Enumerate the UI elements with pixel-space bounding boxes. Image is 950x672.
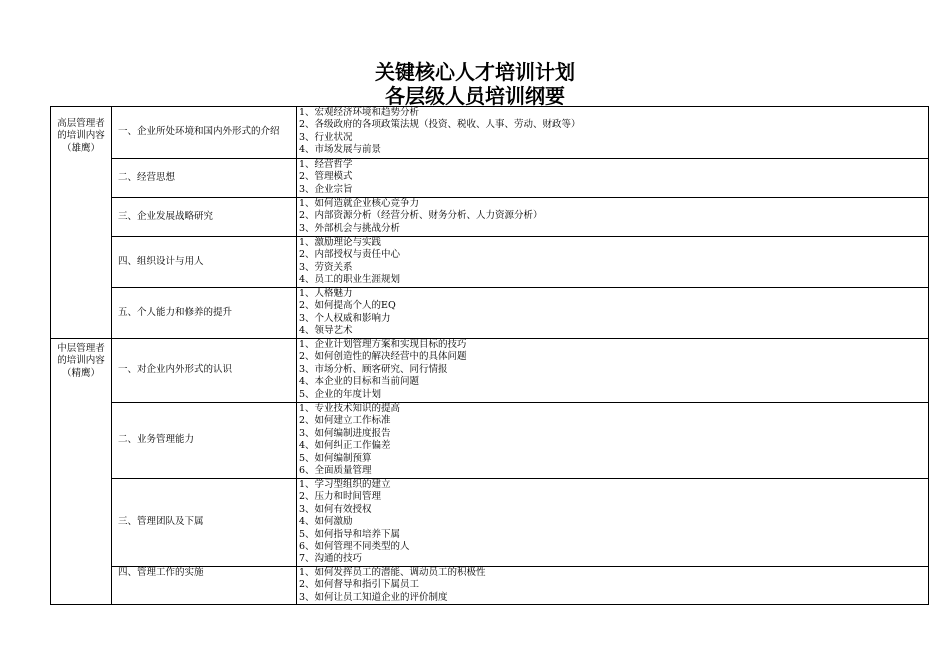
list-item: 1、学习型组织的建立 <box>299 479 391 490</box>
list-item: 1、宏观经济环境和趋势分析 <box>299 107 420 118</box>
list-item: 2、内部资源分析（经营分析、财务分析、人力资源分析） <box>299 210 543 222</box>
table-row <box>51 107 929 159</box>
list-item: 4、员工的职业生涯规划 <box>299 274 401 286</box>
page-title: 关键核心人才培训计划 <box>375 60 575 84</box>
table-row <box>51 567 929 605</box>
list-item: 6、如何管理不同类型的人 <box>299 541 410 553</box>
topic-cell: 三、管理团队及下属 <box>112 479 297 567</box>
list-item: 2、如何创造性的解决经营中的具体问题 <box>299 351 467 363</box>
items-cell <box>297 479 929 567</box>
table-row <box>51 288 929 339</box>
page-subtitle: 各层级人员培训纲要 <box>385 84 565 108</box>
items-cell <box>297 288 929 339</box>
items-cell <box>297 159 929 198</box>
topic-cell: 二、业务管理能力 <box>112 403 297 479</box>
list-item: 1、激励理论与实践 <box>299 237 382 248</box>
list-item: 2、如何督导和指引下属员工 <box>299 579 420 591</box>
topic-cell: 五、个人能力和修养的提升 <box>112 288 297 339</box>
topic-cell: 一、对企业内外形式的认识 <box>112 339 297 403</box>
list-item: 3、市场分析、顾客研究、同行情报 <box>299 363 448 375</box>
items-cell <box>297 567 929 605</box>
list-item: 1、经营哲学 <box>299 159 353 170</box>
topic-cell: 一、企业所处环境和国内外形式的介绍 <box>112 107 297 159</box>
list-item: 5、如何编制预算 <box>299 452 372 464</box>
list-item: 3、如何编制进度报告 <box>299 427 391 439</box>
training-outline-table <box>50 106 929 605</box>
list-item: 1、专业技术知识的提高 <box>299 403 401 414</box>
topic-cell: 二、经营思想 <box>112 159 297 198</box>
list-item: 1、如何造就企业核心竞争力 <box>299 198 420 209</box>
list-item: 2、如何建立工作标准 <box>299 415 391 427</box>
list-item: 3、行业状况 <box>299 131 353 143</box>
list-item: 4、如何激励 <box>299 516 353 528</box>
list-item: 5、企业的年度计划 <box>299 388 382 400</box>
list-item: 2、管理模式 <box>299 171 353 183</box>
items-cell <box>297 198 929 237</box>
list-item: 4、市场发展与前景 <box>299 144 382 156</box>
list-item: 1、如何发挥员工的潜能、调动员工的积极性 <box>299 567 486 578</box>
table-row <box>51 198 929 237</box>
list-item: 3、个人权威和影响力 <box>299 312 391 324</box>
items-cell <box>297 237 929 288</box>
list-item: 3、外部机会与挑战分析 <box>299 222 401 234</box>
table-row <box>51 479 929 567</box>
list-item: 3、如何让员工知道企业的评价制度 <box>299 591 448 603</box>
table-row <box>51 339 929 403</box>
list-item: 5、如何指导和培养下属 <box>299 528 401 540</box>
list-item: 2、如何提高个人的EQ <box>299 300 396 312</box>
table-row <box>51 159 929 198</box>
list-item: 7、沟通的技巧 <box>299 553 363 565</box>
items-cell <box>297 107 929 159</box>
level-cell-senior: 高层管理者的培训内容（雄鹰） <box>51 107 112 339</box>
topic-cell: 四、管理工作的实施 <box>112 567 297 605</box>
list-item: 6、全面质量管理 <box>299 465 372 477</box>
table-row <box>51 237 929 288</box>
list-item: 2、压力和时间管理 <box>299 491 382 503</box>
table-row <box>51 403 929 479</box>
list-item: 2、各级政府的各项政策法规（投资、税收、人事、劳动、财政等） <box>299 119 581 131</box>
list-item: 4、本企业的目标和当前问题 <box>299 376 420 388</box>
list-item: 2、内部授权与责任中心 <box>299 249 401 261</box>
list-item: 3、劳资关系 <box>299 261 353 273</box>
list-item: 4、如何纠正工作偏差 <box>299 440 391 452</box>
list-item: 1、企业计划管理方案和实现目标的技巧 <box>299 339 467 350</box>
list-item: 4、领导艺术 <box>299 325 353 337</box>
items-cell <box>297 403 929 479</box>
topic-cell: 四、组织设计与用人 <box>112 237 297 288</box>
level-cell-middle: 中层管理者的培训内容（精鹰） <box>51 339 112 605</box>
list-item: 3、如何有效授权 <box>299 503 372 515</box>
list-item: 1、人格魅力 <box>299 288 353 299</box>
list-item: 3、企业宗旨 <box>299 183 353 195</box>
items-cell <box>297 339 929 403</box>
topic-cell: 三、企业发展战略研究 <box>112 198 297 237</box>
